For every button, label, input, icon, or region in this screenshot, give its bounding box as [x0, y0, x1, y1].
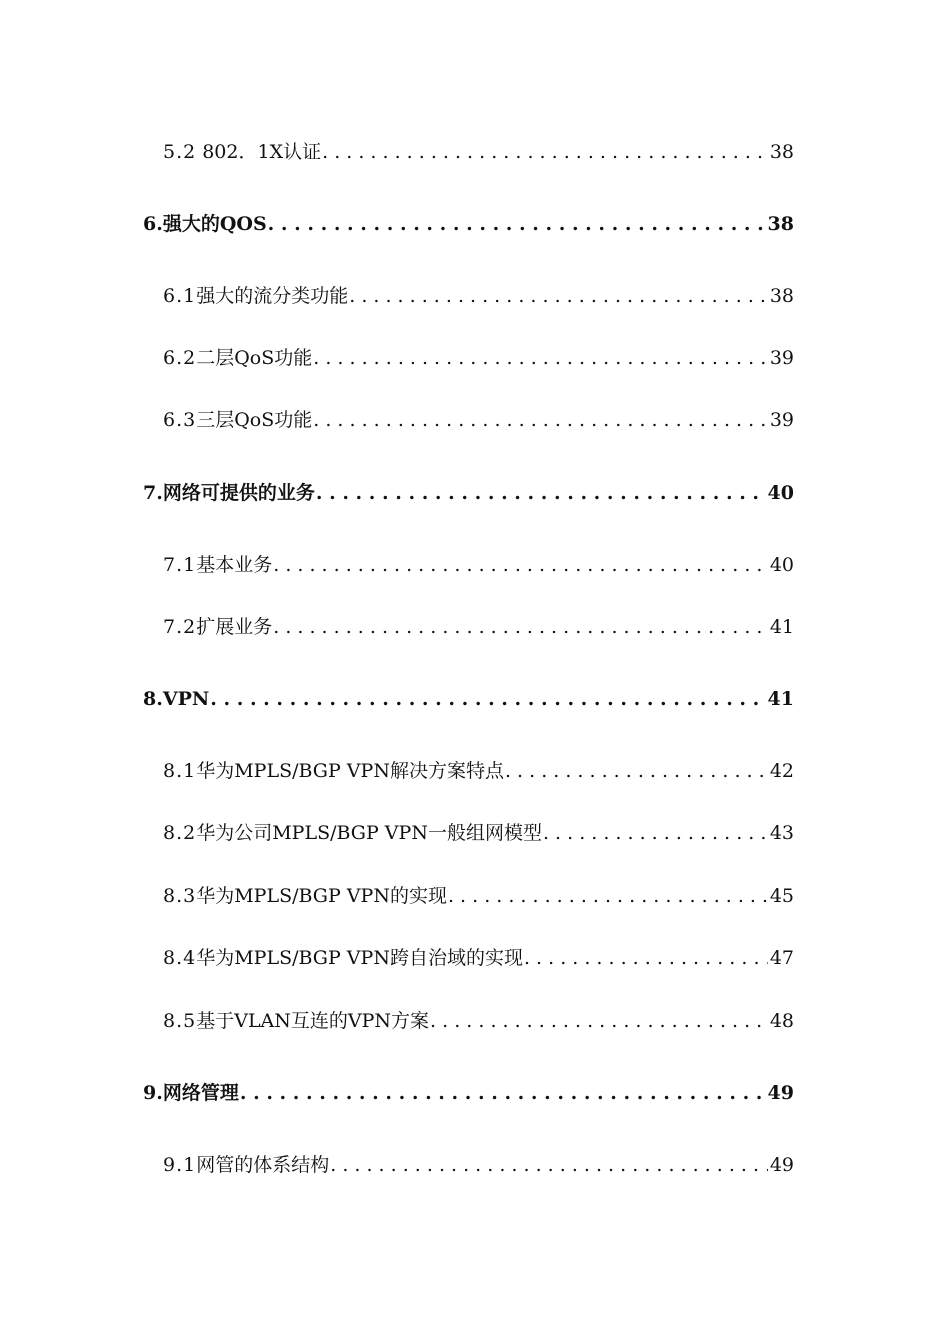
toc-entry-7[interactable] — [143, 480, 794, 506]
toc-entry-8-1[interactable] — [163, 758, 794, 784]
toc-title: 网络可提供的业务 — [162, 482, 315, 504]
dot-leader — [543, 820, 768, 846]
toc-entry-7-2[interactable] — [163, 614, 794, 640]
toc-page-number: 40 — [769, 554, 794, 576]
dot-leader — [268, 211, 766, 237]
toc-page-number: 38 — [767, 213, 794, 235]
toc-entry-5-2[interactable] — [163, 139, 794, 165]
toc-title: 扩展业务 — [196, 616, 273, 638]
toc-number: 6. — [143, 213, 163, 235]
toc-page-number: 43 — [769, 822, 794, 844]
dot-leader — [240, 1080, 766, 1106]
toc-entry-8[interactable] — [143, 686, 794, 712]
dot-leader — [316, 480, 766, 506]
dot-leader — [524, 945, 768, 971]
toc-number: 8. — [143, 688, 163, 710]
toc-title: 强大的流分类功能 — [196, 285, 349, 307]
toc-title: 基于VLAN互连的VPN方案 — [196, 1010, 430, 1032]
toc-number: 5.2 — [163, 141, 197, 163]
toc-title: 强大的QOS — [162, 213, 267, 235]
toc-page-number: 47 — [769, 947, 794, 969]
dot-leader — [313, 407, 768, 433]
toc-title: 华为公司MPLS/BGP VPN一般组网模型 — [196, 822, 542, 844]
toc-number: 7. — [143, 482, 163, 504]
toc-page-number: 41 — [767, 688, 794, 710]
dot-leader — [448, 883, 768, 909]
toc-title: 华为MPLS/BGP VPN的实现 — [196, 885, 447, 907]
toc-page-number: 39 — [769, 409, 794, 431]
dot-leader — [210, 686, 765, 712]
toc-page-number: 48 — [769, 1010, 794, 1032]
toc-number: 9. — [143, 1082, 163, 1104]
toc-number: 8.5 — [163, 1010, 197, 1032]
toc-page-number: 38 — [769, 141, 794, 163]
toc-number: 8.3 — [163, 885, 197, 907]
dot-leader — [349, 283, 768, 309]
toc-page-number: 39 — [769, 347, 794, 369]
dot-leader — [273, 552, 768, 578]
toc-page-number: 45 — [769, 885, 794, 907]
toc-page-number: 49 — [767, 1082, 794, 1104]
toc-number: 9.1 — [163, 1154, 197, 1176]
toc-number: 8.1 — [163, 760, 197, 782]
toc-entry-8-3[interactable] — [163, 883, 794, 909]
dot-leader — [330, 1152, 768, 1178]
toc-number: 8.2 — [163, 822, 197, 844]
dot-leader — [313, 345, 768, 371]
toc-entry-6-2[interactable] — [163, 345, 794, 371]
toc-entry-6-3[interactable] — [163, 407, 794, 433]
toc-number: 7.2 — [163, 616, 197, 638]
toc-number: 6.2 — [163, 347, 197, 369]
toc-title: 华为MPLS/BGP VPN跨自治域的实现 — [196, 947, 523, 969]
toc-page-number: 49 — [769, 1154, 794, 1176]
toc-title: 基本业务 — [196, 554, 273, 576]
toc-entry-8-4[interactable] — [163, 945, 794, 971]
toc-number: 6.1 — [163, 285, 197, 307]
dot-leader — [322, 139, 768, 165]
toc-page-number: 40 — [767, 482, 794, 504]
toc-entry-9[interactable] — [143, 1080, 794, 1106]
toc-title: 网络管理 — [162, 1082, 239, 1104]
toc-entry-8-5[interactable] — [163, 1008, 794, 1034]
toc-page-number: 42 — [769, 760, 794, 782]
toc-number: 6.3 — [163, 409, 197, 431]
dot-leader — [505, 758, 768, 784]
dot-leader — [430, 1008, 768, 1034]
toc-number: 8.4 — [163, 947, 197, 969]
dot-leader — [273, 614, 768, 640]
toc-page-number: 38 — [769, 285, 794, 307]
toc-title: 网管的体系结构 — [196, 1154, 330, 1176]
toc-title: 三层QoS功能 — [196, 409, 313, 431]
toc-number: 7.1 — [163, 554, 197, 576]
toc-entry-6-1[interactable] — [163, 283, 794, 309]
toc-entry-9-1[interactable] — [163, 1152, 794, 1178]
toc-title: 华为MPLS/BGP VPN解决方案特点 — [196, 760, 504, 782]
toc-title: 二层QoS功能 — [196, 347, 313, 369]
toc-title: VPN — [162, 688, 210, 710]
toc-entry-8-2[interactable] — [163, 820, 794, 846]
toc-title: 802．1X认证 — [202, 141, 322, 163]
toc-entry-7-1[interactable] — [163, 552, 794, 578]
toc-entry-6[interactable] — [143, 211, 794, 237]
toc-page-number: 41 — [769, 616, 794, 638]
